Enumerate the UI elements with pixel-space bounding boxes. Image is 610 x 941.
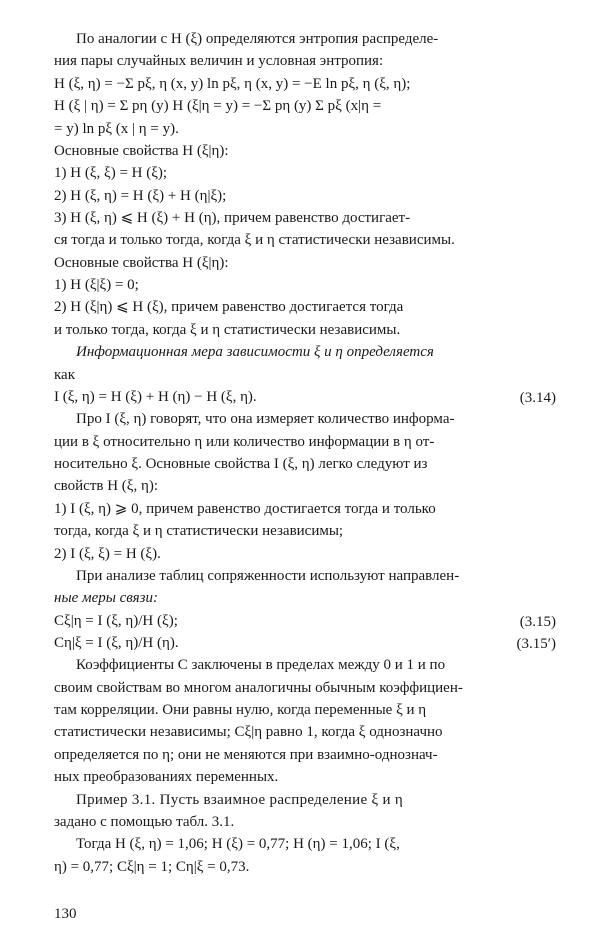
text-line: как <box>54 366 76 383</box>
text-line: η) = 0,77; Cξ|η = 1; Cη|ξ = 0,73. <box>54 858 250 875</box>
text-line: 2) I (ξ, ξ) = H (ξ). <box>54 545 161 562</box>
example-heading: Пример 3.1. Пусть взаимное распределение ξ и η <box>76 791 404 808</box>
text-line: ся тогда и только тогда, когда ξ и η статистически независимы. <box>54 232 455 249</box>
equation-number: (3.15) <box>519 613 556 630</box>
equation-number: (3.15′) <box>516 635 556 652</box>
equation-conditional-entropy: H (ξ | η) = Σ pη (y) H (ξ|η = y) = −Σ pη (y) Σ pξ (x|η = <box>54 98 382 115</box>
text-line: ные меры связи: <box>54 590 158 607</box>
text-line: своим свойствам во многом аналогичны обычным коэффициен- <box>54 679 463 696</box>
text-line: Коэффициенты C заключены в пределах между 0 и 1 и по <box>76 657 446 674</box>
text-line: статистически независимы; Cξ|η равно 1, когда ξ однозначно <box>54 724 443 741</box>
text-line: ции в ξ относительно η или количество информации в η от- <box>54 433 435 450</box>
text-line: 1) H (ξ|ξ) = 0; <box>54 277 139 294</box>
text-line: 1) I (ξ, η) ⩾ 0, причем равенство достигается тогда и только <box>54 500 436 517</box>
text-line: 2) H (ξ, η) = H (ξ) + H (η|ξ); <box>54 187 227 204</box>
text-line: Основные свойства H (ξ|η): <box>54 142 229 159</box>
text-line: свойств H (ξ, η): <box>54 478 158 495</box>
text-line: Основные свойства H (ξ|η): <box>54 254 229 271</box>
equation-mutual-information: I (ξ, η) = H (ξ) + H (η) − H (ξ, η). <box>54 388 257 405</box>
text-line: 1) H (ξ, ξ) = H (ξ); <box>54 165 168 182</box>
equation-directed-measure-2: Cη|ξ = I (ξ, η)/H (η). <box>54 634 179 651</box>
text-line: носительно ξ. Основные свойства I (ξ, η) легко следуют из <box>54 456 428 472</box>
text-line: ных преобразованиях переменных. <box>54 769 279 786</box>
equation-number: (3.14) <box>519 389 556 406</box>
text-line: тогда, когда ξ и η статистически независимы; <box>54 523 344 540</box>
equation-joint-entropy: H (ξ, η) = −Σ pξ, η (x, y) ln pξ, η (x, y) = −E ln pξ, η (ξ, η); <box>54 75 411 92</box>
text-line: Тогда H (ξ, η) = 1,06; H (ξ) = 0,77; H (η) = 1,06; I (ξ, <box>76 836 400 853</box>
text-line: По аналогии с H (ξ) определяются энтропия распределе- <box>76 31 439 47</box>
text-line: 3) H (ξ, η) ⩽ H (ξ) + H (η), причем равенство достигает- <box>54 209 411 226</box>
equation-directed-measure-1: Cξ|η = I (ξ, η)/H (ξ); <box>54 612 178 629</box>
text-line: ния пары случайных величин и условная энтропия: <box>54 53 384 70</box>
text-line: Информационная мера зависимости ξ и η определяется <box>76 344 434 361</box>
text-line: задано с помощью табл. 3.1. <box>54 813 235 830</box>
equation-conditional-entropy-cont: = y) ln pξ (x | η = y). <box>54 120 179 137</box>
text-line: определяется по η; они не меняются при взаимно-однознач- <box>54 746 438 763</box>
page-number: 130 <box>54 906 77 922</box>
text-line: 2) H (ξ|η) ⩽ H (ξ), причем равенство достигается тогда <box>54 299 404 316</box>
text-line: там корреляции. Они равны нулю, когда переменные ξ и η <box>54 702 427 719</box>
text-line: Про I (ξ, η) говорят, что она измеряет количество информа- <box>76 411 455 428</box>
text-line: и только тогда, когда ξ и η статистически независимы. <box>54 321 401 338</box>
text-line: При анализе таблиц сопряженности используют направлен- <box>76 567 460 584</box>
